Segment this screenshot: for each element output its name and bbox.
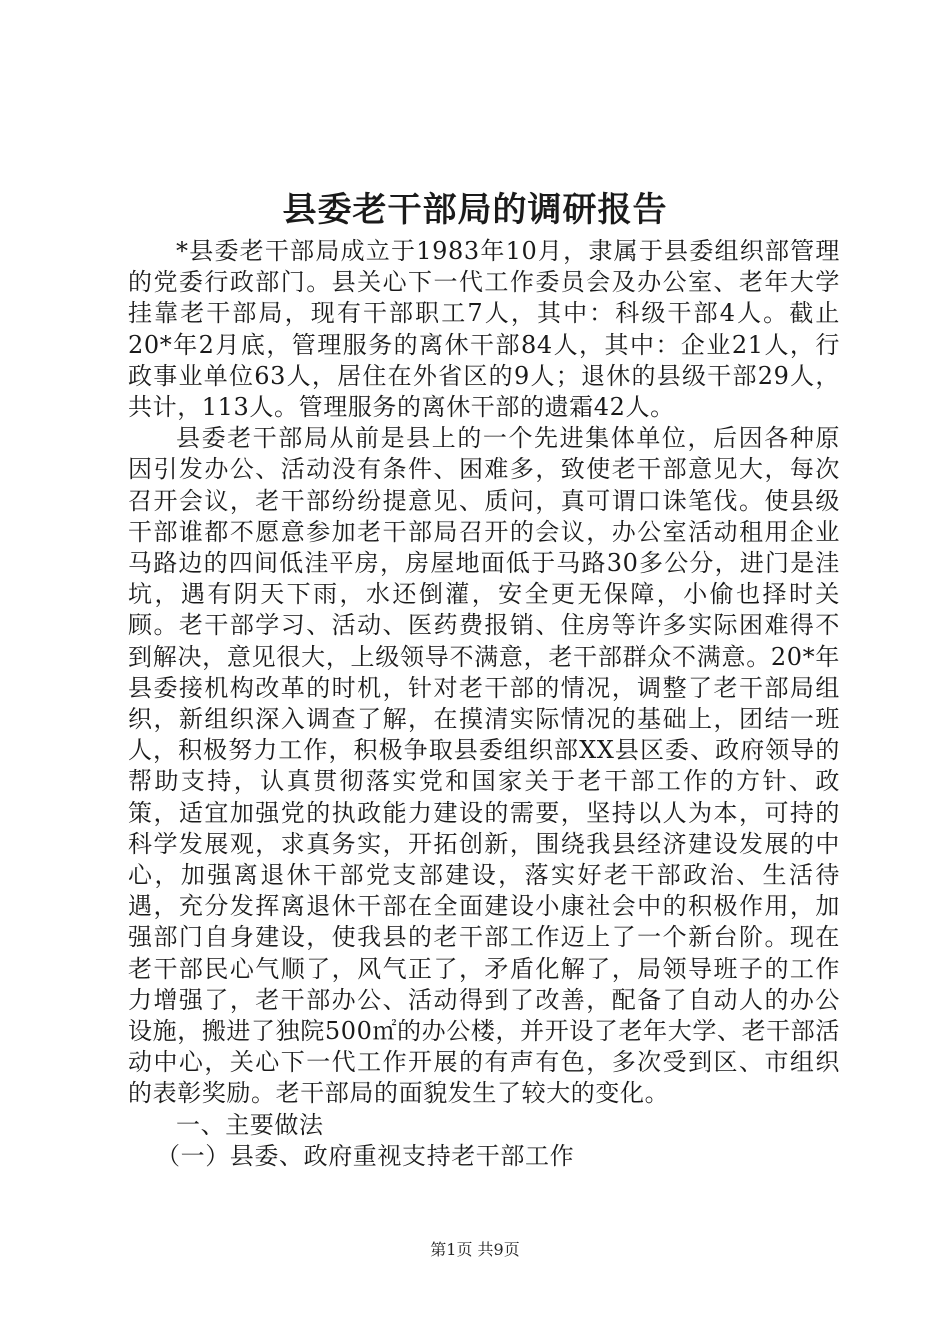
document-title: 县委老干部局的调研报告 [282, 190, 668, 230]
subsection-heading: （一）县委、政府重视支持老干部工作 [156, 1141, 575, 1170]
paragraph-intro: *县委老干部局成立于1983年10月，隶属于县委组织部管理的党委行政部门。县关心下一代工作委员会及办公室、老年大学挂靠老干部局，现有干部职工7人，其中：科级干部4人。截止20*年2月底，管理服务的离休干部84人，其中：企业21人，行政事业单位63人，居住在外省区的9人；退休的县级干部29人，共计，113人。管理服务的离休干部的遗霜42人。 [128, 237, 840, 422]
section-heading: 一、主要做法 [176, 1110, 324, 1139]
paragraph-history: 县委老干部局从前是县上的一个先进集体单位，后因各种原因引发办公、活动没有条件、困难多，致使老干部意见大，每次召开会议，老干部纷纷提意见、质问，真可谓口诛笔伐。使县级干部谁都不愿意参加老干部局召开的会议，办公室活动租用企业马路边的四间低洼平房，房屋地面低于马路30多公分，进门是洼坑，遇有阴天下雨，水还倒灌，安全更无保障，小偷也择时关顾。老干部学习、活动、医药费报销、住房等许多实际困难得不到解决，意见很大，上级领导不满意，老干部群众不满意。20*年县委接机构改革的时机，针对老干部的情况，调整了老干部局组织，新组织深入调查了解，在摸清实际情况的基础上，团结一班人，积极努力工作，积极争取县委组织部XX县区委、政府领导的帮助支持，认真贯彻落实党和国家关于老干部工作的方针、政策，适宜加强党的执政能力建设的需要，坚持以人为本，可持的科学发展观，求真务实，开拓创新，围绕我县经济建设发展的中心，加强离退休干部党支部建设，落实好老干部政治、生活待遇，充分发挥离退休干部在全面建设小康社会中的积极作用，加强部门自身建设，使我县的老干部工作迈上了一个新台阶。现在老干部民心气顺了，风气正了，矛盾化解了，局领导班子的工作力增强了，老干部办公、活动得到了改善，配备了自动人的办公设施，搬进了独院500㎡的办公楼，并开设了老年大学、老干部活动中心，关心下一代工作开展的有声有色，多次受到区、市组织的表彰奖励。老干部局的面貌发生了较大的变化。 [128, 424, 840, 1108]
document-body [128, 236, 840, 1172]
page-footer: 第1页 共9页 [430, 1240, 520, 1259]
